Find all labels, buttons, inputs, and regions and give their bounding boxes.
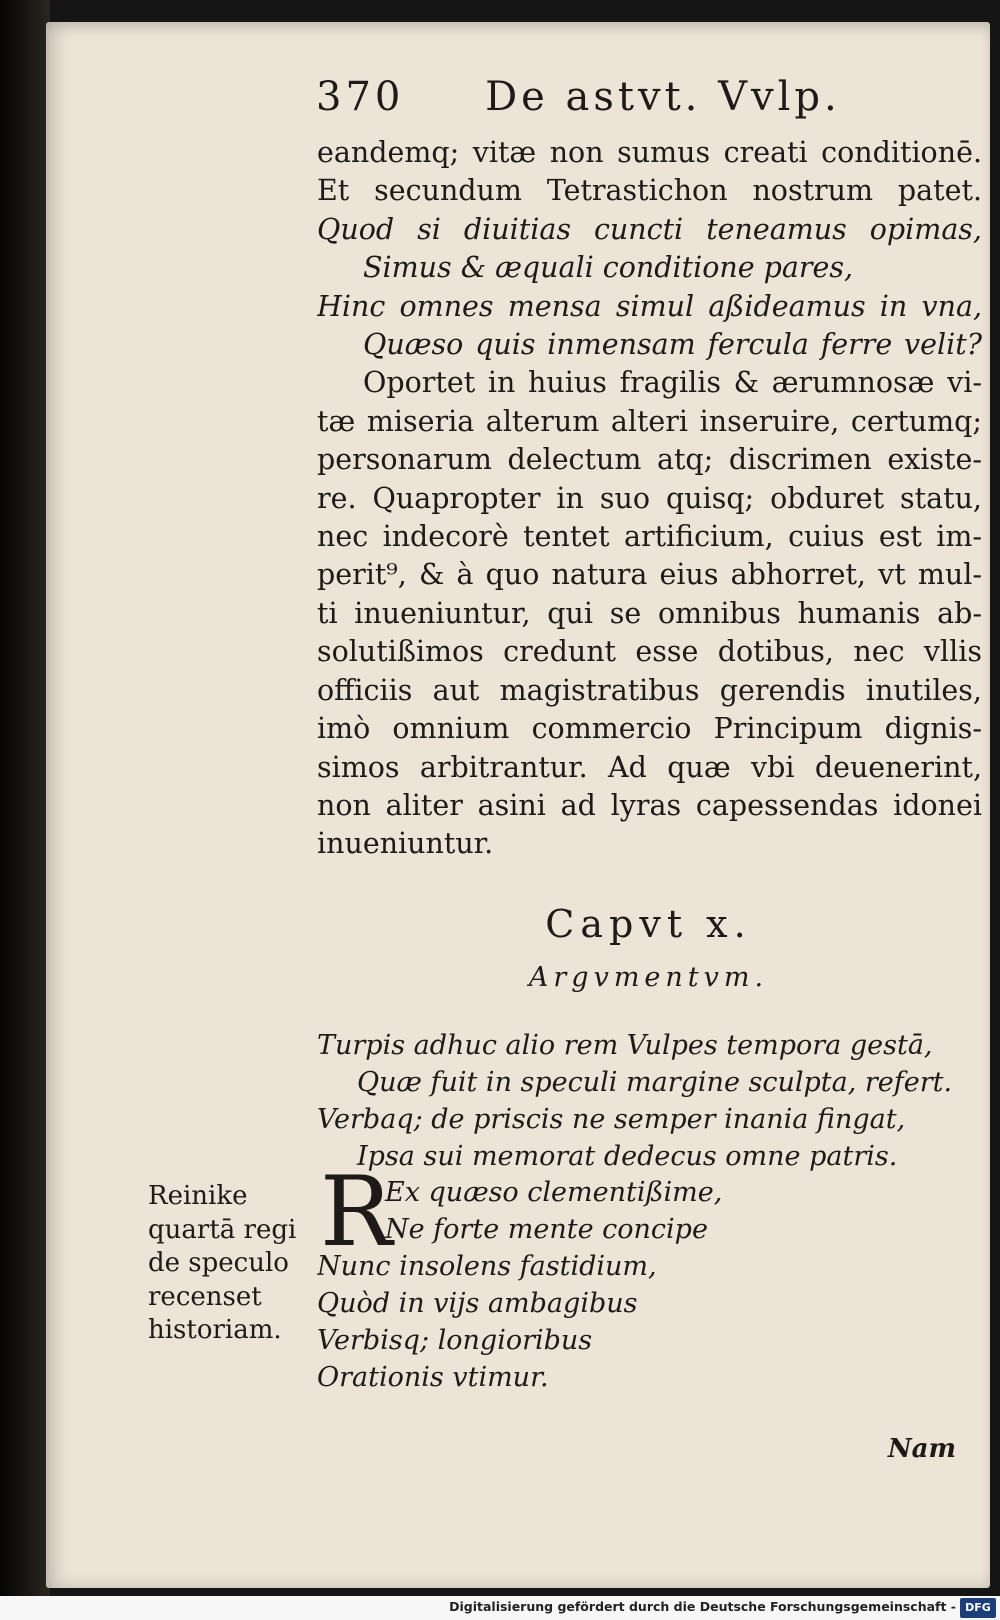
poem-verses bbox=[317, 1177, 817, 1396]
body-line: personarum delectum atq; discrimen existe- bbox=[317, 443, 982, 477]
body-line: non aliter asini ad lyras capessendas idonei bbox=[317, 788, 982, 822]
margin-note-line: de speculo bbox=[148, 1248, 289, 1278]
poem-line: Ne forte mente concipe bbox=[385, 1214, 708, 1245]
argument-line: Quæ fuit in speculi margine sculpta, refert. bbox=[357, 1067, 953, 1098]
funding-credit: Digitalisierung gefördert durch die Deutsche Forschungsgemeinschaft - bbox=[449, 1599, 956, 1614]
poem-line: Nunc insolens fastidium, bbox=[317, 1251, 657, 1282]
argument-line: Verbaq; de priscis ne semper inania fingat, bbox=[317, 1104, 906, 1135]
poem-line: Orationis vtimur. bbox=[317, 1362, 549, 1393]
dfg-logo-icon[interactable]: DFG bbox=[960, 1598, 996, 1618]
body-line: simos arbitrantur. Ad quæ vbi deuenerint, bbox=[317, 750, 982, 784]
body-line: officiis aut magistratibus gerendis inutiles, bbox=[317, 673, 982, 707]
margin-note-line: Reinike bbox=[148, 1181, 248, 1211]
marginal-note bbox=[148, 1180, 313, 1348]
tetrastich-line: Simus & æquali conditione pares, bbox=[363, 251, 854, 285]
body-line: re. Quapropter in suo quisq; obduret statu, bbox=[317, 481, 982, 515]
body-line: tæ miseria alterum alteri inseruire, certumq; bbox=[317, 404, 982, 438]
page-number: 370 bbox=[316, 74, 405, 120]
tetrastich-line: Quod si diuitias cuncti teneamus opimas, bbox=[317, 212, 982, 246]
body-line: Et secundum Tetrastichon nostrum patet. bbox=[317, 174, 982, 208]
body-line: Oportet in huius fragilis & ærumnosæ vi- bbox=[363, 366, 982, 400]
argument-verses bbox=[317, 1027, 982, 1175]
argument-line: Turpis adhuc alio rem Vulpes tempora gestā, bbox=[317, 1030, 933, 1061]
drop-capital: R bbox=[320, 1156, 393, 1268]
body-line: solutißimos credunt esse dotibus, nec vllis bbox=[317, 635, 982, 669]
book-page bbox=[46, 22, 990, 1588]
body-line: inueniuntur. bbox=[317, 827, 494, 861]
body-line: ti inueniuntur, qui se omnibus humanis ab- bbox=[317, 596, 982, 630]
chapter-title: Capvt x. bbox=[545, 902, 752, 946]
scan-edge-shadow bbox=[0, 0, 50, 1620]
body-line: perit⁹, & à quo natura eius abhorret, vt mul- bbox=[317, 558, 982, 592]
poem-line: Verbisq; longioribus bbox=[317, 1325, 593, 1356]
body-line: eandemq; vitæ non sumus creati conditionē. bbox=[317, 136, 982, 169]
catchword: Nam bbox=[887, 1434, 956, 1464]
running-head bbox=[316, 74, 936, 134]
tetrastich-line: Quæso quis inmensam fercula ferre velit? bbox=[363, 328, 982, 362]
argument-title: Argvmentvm. bbox=[528, 962, 769, 993]
argument-line: Ipsa sui memorat dedecus omne patris. bbox=[357, 1141, 898, 1172]
digitization-footer bbox=[0, 1596, 1000, 1620]
body-line: nec indecorè tentet artificium, cuius est im- bbox=[317, 520, 982, 554]
body-text bbox=[317, 134, 982, 864]
margin-note-line: quartā regi bbox=[148, 1214, 297, 1245]
margin-note-line: recenset bbox=[148, 1281, 262, 1312]
tetrastich-line: Hinc omnes mensa simul aßideamus in vna, bbox=[317, 289, 982, 323]
poem-line: Quòd in vijs ambagibus bbox=[317, 1288, 638, 1319]
margin-note-line: historiam. bbox=[148, 1315, 282, 1345]
running-title: De astvt. Vvlp. bbox=[485, 74, 841, 120]
body-line: imò omnium commercio Principum dignis- bbox=[317, 712, 982, 746]
poem-line: Ex quæso clementißime, bbox=[385, 1177, 723, 1208]
